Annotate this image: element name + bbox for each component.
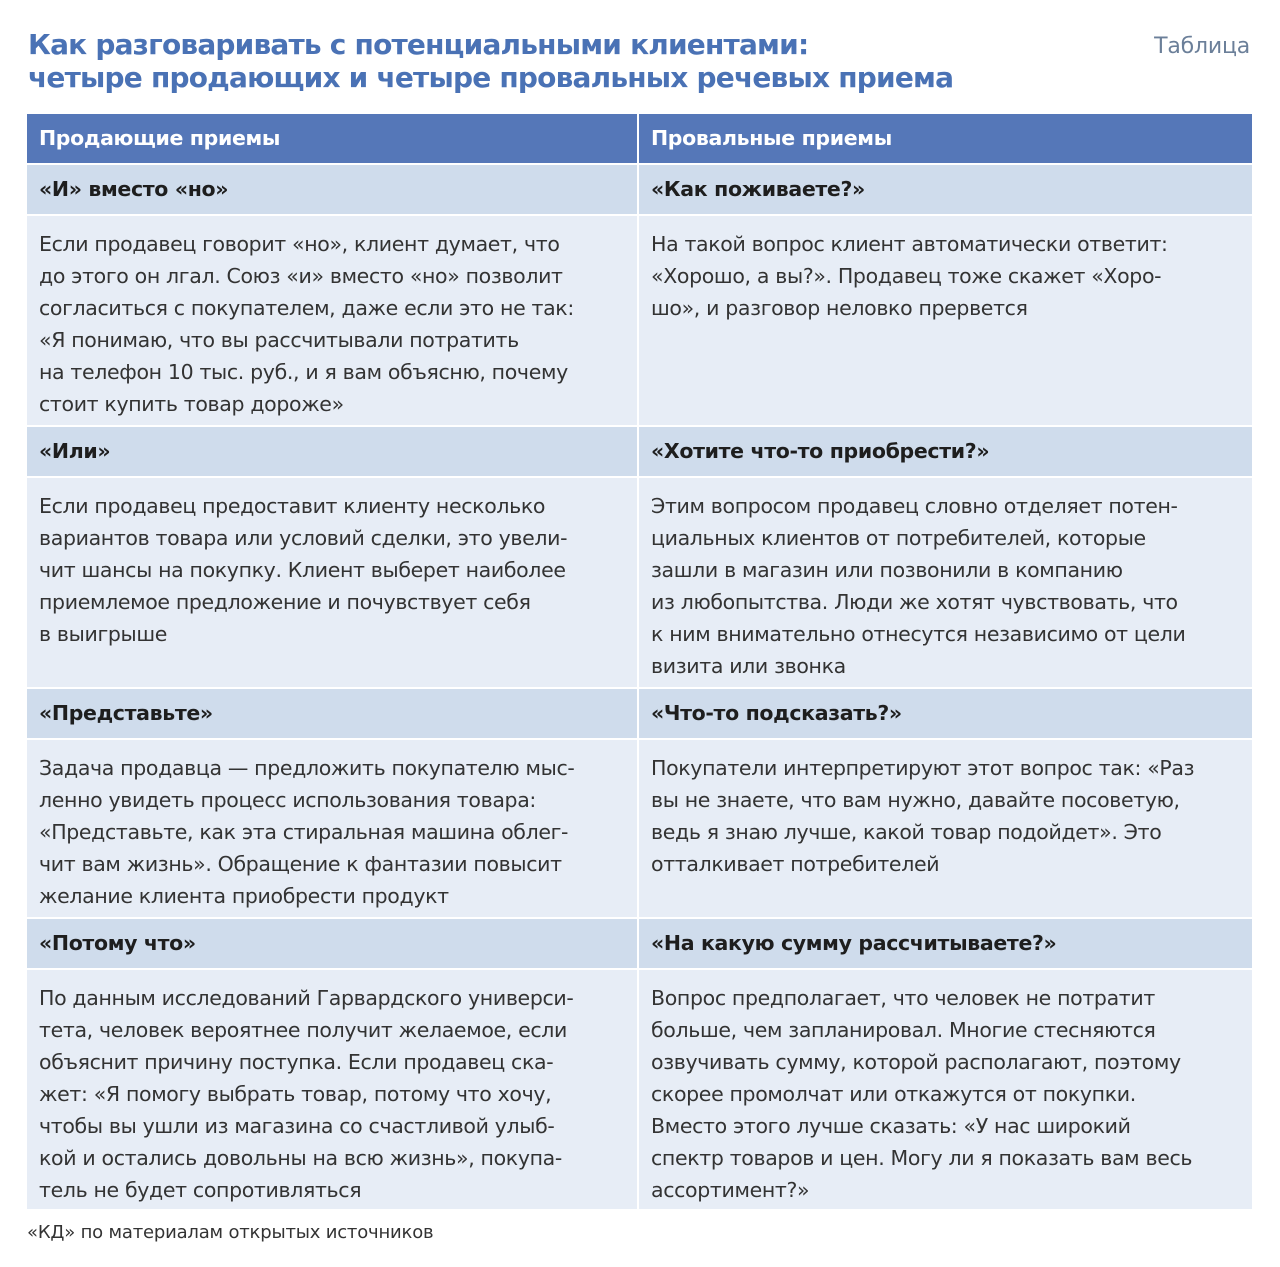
text-line: ассортимент?» [651,1178,810,1202]
selling-technique-title: «Потому что» [27,919,637,968]
failing-technique-description [639,216,1252,425]
text-line: тета, человек вероятнее получит желаемое, если [39,1018,568,1042]
text-line: вариантов товара или условий сделки, это увели- [39,526,568,550]
table-title-line-2: четыре продающих и четыре провальных речевых приема [28,61,954,94]
text-line: на телефон 10 тыс. руб., и я вам объясню, почему [39,360,568,384]
text-line: жет: «Я помогу выбрать товар, потому что хочу, [39,1082,552,1106]
text-line: чит вам жизнь». Обращение к фантазии повысит [39,852,562,876]
text-line: По данным исследований Гарвардского универси- [39,986,574,1010]
text-line: ведь я знаю лучше, какой товар подойдет». Это [651,820,1162,844]
text-line: «Я понимаю, что вы рассчитывали потратить [39,328,519,352]
text-line: тель не будет сопротивляться [39,1178,362,1202]
text-line: стоит купить товар дороже» [39,392,344,416]
text-line: Задача продавца — предложить покупателю мыс- [39,756,575,780]
text-line: «Хорошо, а вы?». Продавец тоже скажет «Хоро- [651,264,1162,288]
text-line: шо», и разговор неловко прервется [651,296,1028,320]
table-label: Таблица [1154,34,1250,59]
table-title [28,28,1108,94]
text-line: до этого он лгал. Союз «и» вместо «но» позволит [39,264,563,288]
text-line: объяснит причину поступка. Если продавец ска- [39,1050,554,1074]
table-title-line-1: Как разговаривать с потенциальными клиентами: [28,28,809,61]
failing-technique-description [639,970,1252,1209]
techniques-table [27,114,1252,1209]
source-note: «КД» по материалам открытых источников [27,1222,434,1243]
text-line: циальных клиентов от потребителей, которые [651,526,1146,550]
selling-technique-description [27,740,637,917]
text-line: Этим вопросом продавец словно отделяет потен- [651,494,1178,518]
text-line: согласиться с покупателем, даже если это не так: [39,296,574,320]
text-line: больше, чем запланировал. Многие стесняются [651,1018,1156,1042]
text-line: отталкивает потребителей [651,852,940,876]
text-line: желание клиента приобрести продукт [39,884,449,908]
failing-technique-title: «Как поживаете?» [639,165,1252,214]
text-line: Если продавец предоставит клиенту несколько [39,494,546,518]
selling-technique-title: «Представьте» [27,689,637,738]
failing-technique-description [639,740,1252,917]
text-line: «Представьте, как эта стиральная машина облег- [39,820,569,844]
text-line: На такой вопрос клиент автоматически ответит: [651,232,1168,256]
text-line: скорее промолчат или откажутся от покупки. [651,1082,1136,1106]
text-line: Покупатели интерпретируют этот вопрос так: «Раз [651,756,1195,780]
text-line: озвучивать сумму, которой располагают, поэтому [651,1050,1181,1074]
column-header-failing: Провальные приемы [639,114,1252,163]
failing-technique-title: «На какую сумму рассчитываете?» [639,919,1252,968]
failing-technique-title: «Хотите что-то приобрести?» [639,427,1252,476]
text-line: в выигрыше [39,622,168,646]
text-line: ленно увидеть процесс использования товара: [39,788,536,812]
selling-technique-description [27,970,637,1209]
failing-technique-title: «Что-то подсказать?» [639,689,1252,738]
selling-technique-title: «Или» [27,427,637,476]
text-line: приемлемое предложение и почувствует себя [39,590,531,614]
text-line: Если продавец говорит «но», клиент думает, что [39,232,560,256]
text-line: визита или звонка [651,654,846,678]
text-line: чтобы вы ушли из магазина со счастливой улыб- [39,1114,555,1138]
text-line: вы не знаете, что вам нужно, давайте посоветую, [651,788,1180,812]
text-line: из любопытства. Люди же хотят чувствовать, что [651,590,1178,614]
selling-technique-title: «И» вместо «но» [27,165,637,214]
text-line: чит шансы на покупку. Клиент выберет наиболее [39,558,566,582]
column-header-selling: Продающие приемы [27,114,637,163]
text-line: спектр товаров и цен. Могу ли я показать вам весь [651,1146,1193,1170]
text-line: кой и остались довольны на всю жизнь», покупа- [39,1146,562,1170]
text-line: Вопрос предполагает, что человек не потратит [651,986,1155,1010]
text-line: Вместо этого лучше сказать: «У нас широкий [651,1114,1131,1138]
failing-technique-description [639,478,1252,687]
text-line: зашли в магазин или позвонили в компанию [651,558,1123,582]
text-line: к ним внимательно отнесутся независимо от цели [651,622,1186,646]
selling-technique-description [27,216,637,425]
selling-technique-description [27,478,637,687]
